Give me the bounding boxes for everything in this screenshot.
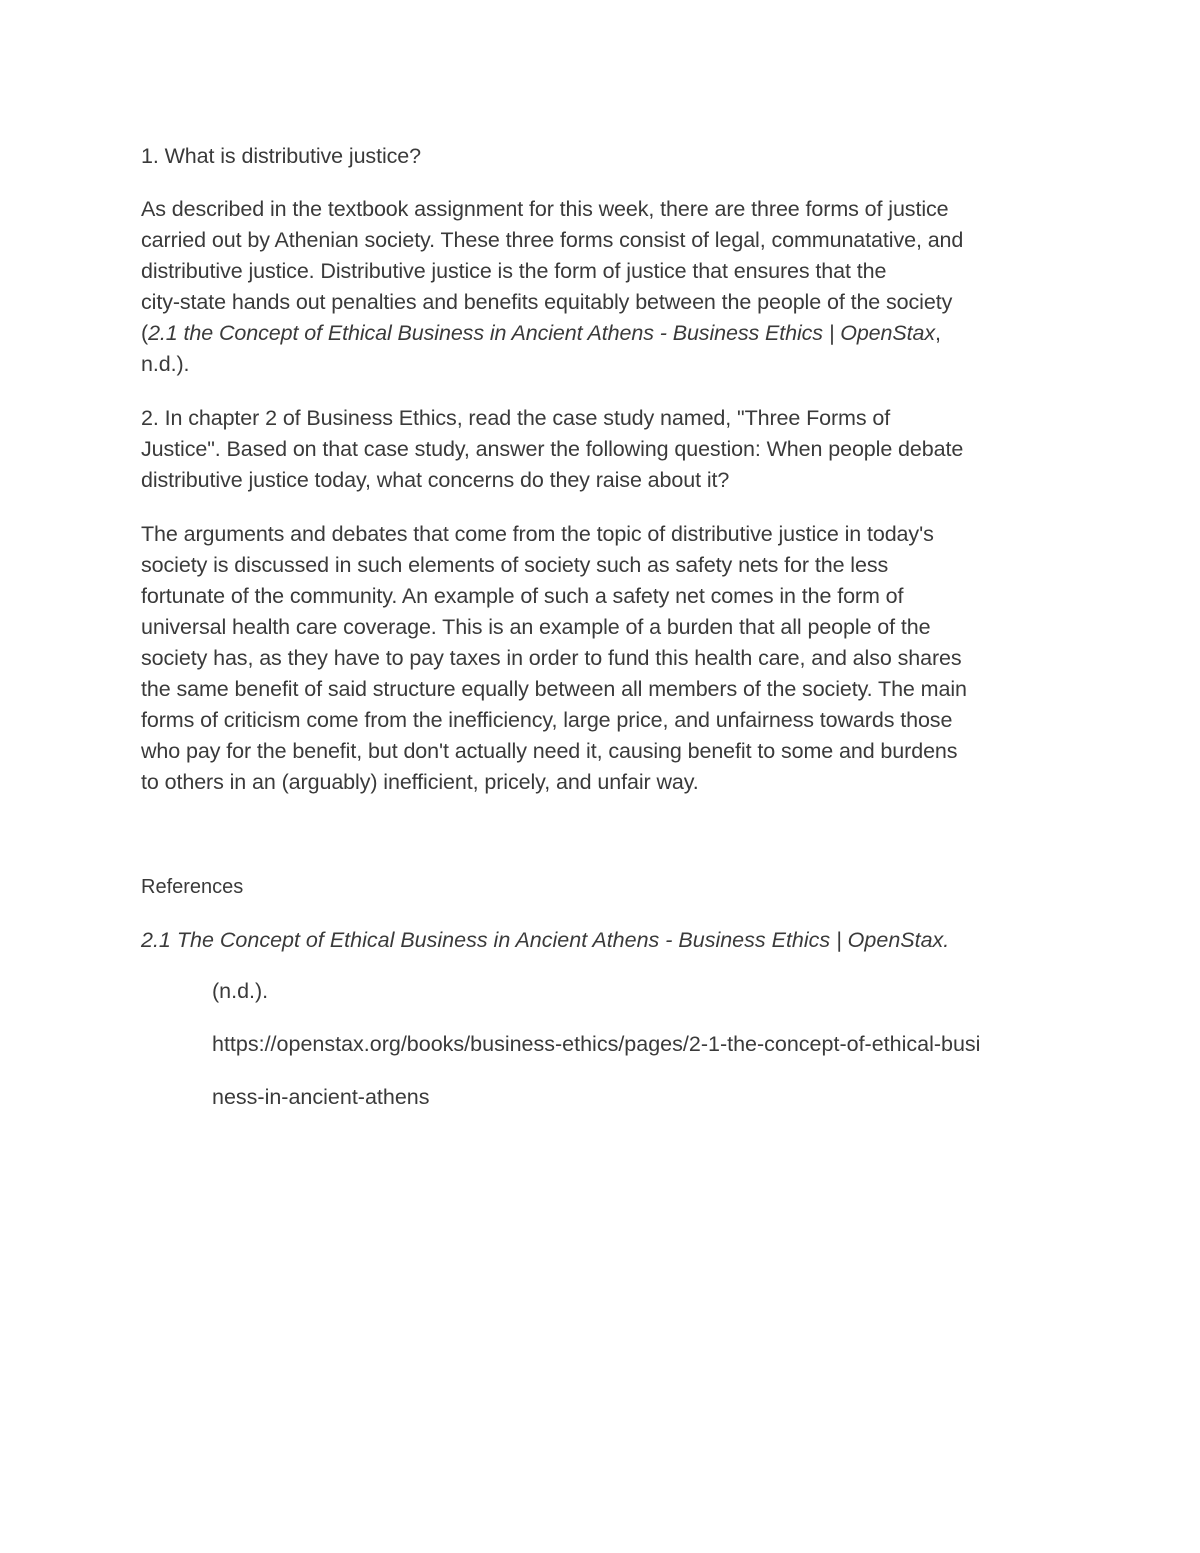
- answer-1-text-after: , n.d.).: [141, 321, 941, 376]
- spacer: [141, 821, 1071, 873]
- reference-title: 2.1 The Concept of Ethical Business in Ancient Athens - Business Ethics | OpenStax.: [141, 928, 950, 952]
- reference-url-line-1: https://openstax.org/books/business-ethics/pages/2-1-the-concept-of-ethical-busi: [212, 1032, 981, 1056]
- references-heading: References: [141, 876, 244, 898]
- document-body: [141, 141, 1071, 1135]
- answer-2: The arguments and debates that come from the topic of distributive justice in today's society is discussed in such elements of society such as safety nets for the less fortunate of the community. An example of such a safety net comes in the form of universal health care coverage. This is an example of a burden that all people of the society has, as they have to pay taxes in order to fund this health care, and also shares the same benefit of said structure equally between all members of the society. The main forms of criticism come from the inefficiency, large price, and unfairness towards those who pay for the benefit, but don't actually need it, causing benefit to some and burdens to others in an (arguably) inefficient, pricely, and unfair way.: [141, 522, 967, 794]
- answer-1: [141, 194, 1071, 380]
- reference-url-line-2: ness-in-ancient-athens: [212, 1085, 430, 1109]
- reference-date: (n.d.).: [212, 979, 269, 1003]
- question-2: 2. In chapter 2 of Business Ethics, read the case study named, "Three Forms of Justice". Based on that case study, answer the following question: When people debate distributive justice today, what concerns do they raise about it?: [141, 406, 964, 492]
- answer-1-citation: 2.1 the Concept of Ethical Business in Ancient Athens - Business Ethics | OpenStax: [148, 321, 936, 345]
- question-1: 1. What is distributive justice?: [141, 144, 421, 168]
- answer-1-text-before: As described in the textbook assignment for this week, there are three forms of justice carried out by Athenian society. These three forms consist of legal, communatative, and distributive justice. Distributive justice is the form of justice that ensures that the city-state hands out penalties and benefits equitably between the people of the society (: [141, 197, 964, 345]
